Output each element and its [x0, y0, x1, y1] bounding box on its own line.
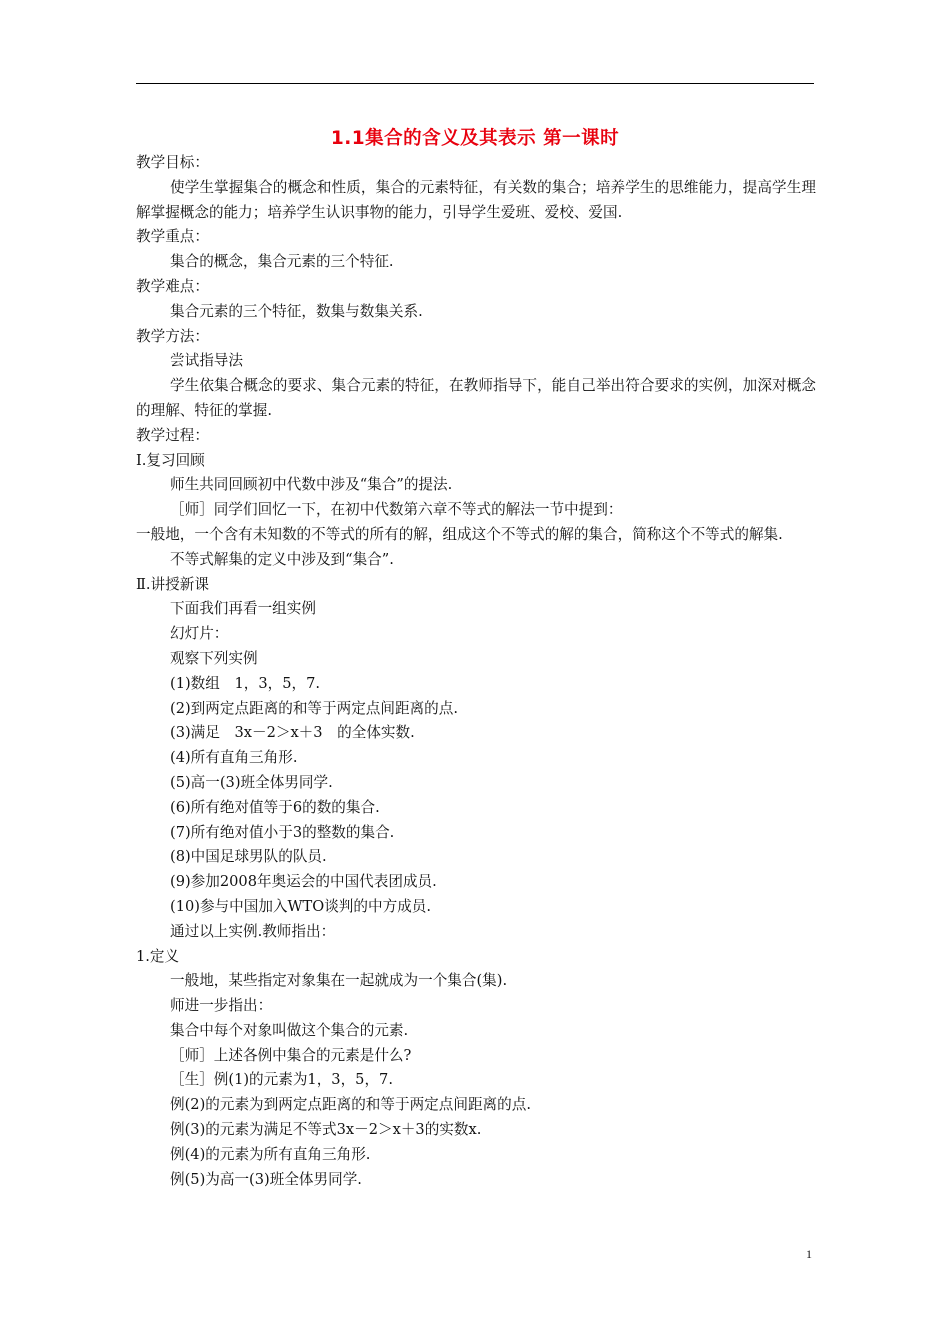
text-line: Ⅰ.复习回顾 — [136, 451, 205, 469]
text-line: (2)到两定点距离的和等于两定点间距离的点. — [170, 699, 459, 717]
text-line: 例(5)为高一(3)班全体男同学. — [170, 1170, 362, 1188]
text-line: (1)数组 1，3，5，7. — [170, 674, 321, 692]
text-line: (4)所有直角三角形. — [170, 749, 298, 767]
text-line: 例(2)的元素为到两定点距离的和等于两定点间距离的点. — [170, 1096, 531, 1114]
text-line: (7)所有绝对值小于3的整数的集合. — [170, 823, 395, 841]
text-line: 一般地，一个含有未知数的不等式的所有的解，组成这个不等式的解的集合，简称这个不等式的解集. — [136, 525, 783, 543]
text-line: Ⅱ.讲授新课 — [136, 575, 209, 593]
text-line: 通过以上实例.教师指出： — [170, 922, 336, 940]
text-line: 例(4)的元素为所有直角三角形. — [170, 1145, 371, 1163]
text-line: (10)参与中国加入WTO谈判的中方成员. — [170, 897, 432, 915]
text-line: 师进一步指出： — [170, 997, 273, 1015]
text-line: 教学过程： — [136, 426, 209, 444]
text-line: 观察下列实例 — [170, 649, 258, 667]
text-line: 例(3)的元素为满足不等式3x－2＞x＋3的实数x. — [170, 1121, 482, 1139]
text-line: 教学目标： — [136, 154, 209, 171]
text-line: ［师］上述各例中集合的元素是什么? — [170, 1046, 412, 1064]
text-line: 尝试指导法 — [170, 352, 243, 370]
document-title: 1.1集合的含义及其表示 第一课时 — [330, 128, 620, 149]
page-number: 1 — [806, 1247, 812, 1261]
text-line: 不等式解集的定义中涉及到“集合”. — [170, 550, 394, 568]
document-body — [136, 151, 816, 1192]
text-line: 教学方法： — [136, 327, 209, 345]
text-line: 幻灯片： — [170, 625, 229, 643]
header-rule — [136, 83, 814, 84]
text-line: (5)高一(3)班全体男同学. — [170, 773, 333, 791]
text-line: 教学重点： — [136, 228, 209, 246]
text-line: (8)中国足球男队的队员. — [170, 848, 327, 866]
text-line: 教学难点： — [136, 277, 209, 295]
text-line: ［生］例(1)的元素为1，3，5，7. — [170, 1071, 393, 1089]
text-line: 1.定义 — [136, 947, 180, 965]
text-line: 下面我们再看一组实例 — [170, 600, 316, 618]
text-line: (6)所有绝对值等于6的数的集合. — [170, 798, 380, 816]
text-line: 学生依集合概念的要求、集合元素的特征，在教师指导下，能自己举出符合要求的实例，加深对概念的理解、特征的掌握. — [136, 377, 816, 419]
text-line: (9)参加2008年奥运会的中国代表团成员. — [170, 873, 437, 891]
text-line: 师生共同回顾初中代数中涉及“集合”的提法. — [170, 476, 453, 494]
text-line: 集合元素的三个特征，数集与数集关系. — [170, 302, 423, 320]
text-line: 一般地，某些指定对象集在一起就成为一个集合(集). — [170, 972, 508, 990]
text-line: (3)满足 3x－2＞x＋3 的全体实数. — [170, 724, 415, 742]
text-line: 集合的概念，集合元素的三个特征. — [170, 253, 394, 271]
text-line: 集合中每个对象叫做这个集合的元素. — [170, 1021, 409, 1039]
text-line: 使学生掌握集合的概念和性质，集合的元素特征，有关数的集合；培养学生的思维能力，提高学生理解掌握概念的能力；培养学生认识事物的能力，引导学生爱班、爱校、爱国. — [136, 178, 816, 221]
text-line: ［师］同学们回忆一下，在初中代数第六章不等式的解法一节中提到： — [170, 501, 623, 519]
